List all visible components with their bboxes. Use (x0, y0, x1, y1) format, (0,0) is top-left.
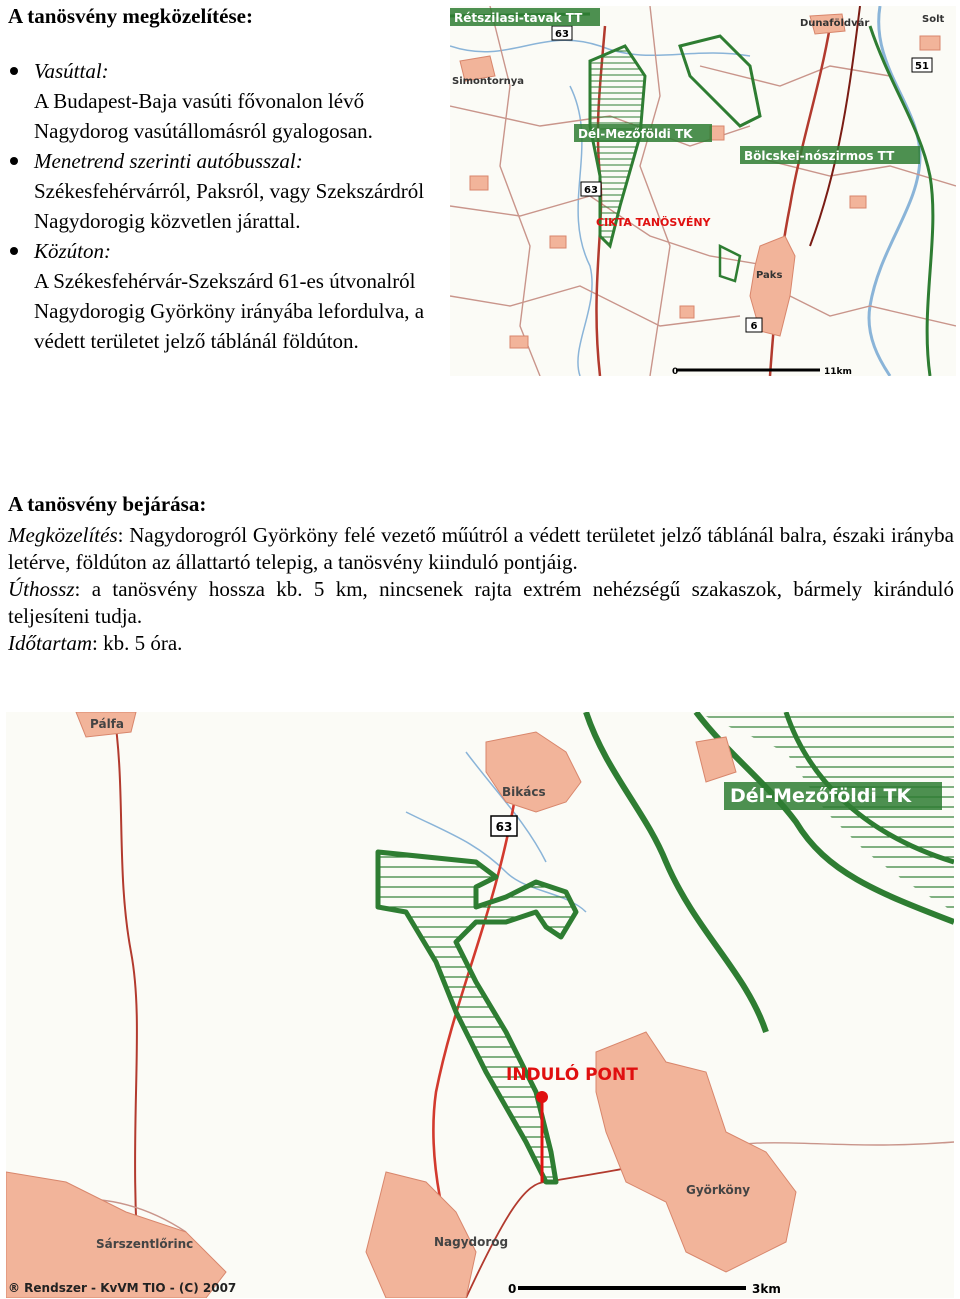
label-sarszentlorinc: Sárszentlőrinc (96, 1237, 194, 1251)
start-point-marker (536, 1091, 548, 1103)
bullet-icon (10, 67, 18, 75)
approach-heading: A tanösvény megközelítése: (8, 4, 253, 28)
svg-text:63: 63 (555, 29, 569, 40)
walk-duration-label: Időtartam (8, 631, 92, 655)
label-del-mezofoldi: Dél-Mezőföldi TK (730, 785, 912, 807)
svg-text:51: 51 (915, 61, 929, 72)
detail-map (6, 712, 954, 1298)
road-shield-63 (552, 26, 572, 40)
label-indulo-pont: INDULÓ PONT (506, 1065, 638, 1085)
label-palfa: Pálfa (90, 717, 125, 731)
walk-approach-label: Megközelítés (8, 523, 118, 547)
map-copyright: ® Rendszer - KvVM TIO - (C) 2007 (8, 1281, 237, 1295)
road-shield-63 (581, 182, 601, 196)
approach-list (8, 56, 428, 356)
svg-text:6: 6 (750, 321, 758, 332)
svg-text:63: 63 (584, 185, 598, 196)
walk-length-paragraph (8, 576, 954, 630)
label-paks: Paks (756, 270, 783, 281)
list-item (8, 146, 428, 236)
label-dunafoldvar: Dunaföldvár (800, 18, 870, 29)
label-bolcskei: Bölcskei-nószirmos TT (744, 149, 895, 163)
list-item (8, 236, 428, 356)
road-shield-63 (491, 816, 517, 836)
label-simontornya: Simontornya (452, 76, 525, 87)
list-item (8, 56, 428, 146)
walk-length-label: Úthossz (8, 577, 75, 601)
walk-approach-text: : Nagydorogról Györköny felé vezető műútról a védett területet jelző táblánál balra, északi irányba letérve, földúton az állattartó telepig, a tanösvény kiinduló pontjáig. (8, 523, 954, 574)
label-nagydorog: Nagydorog (434, 1235, 509, 1249)
walk-heading: A tanösvény bejárása: (8, 492, 207, 516)
scale-start: 0 (672, 367, 679, 376)
road-shield-6 (746, 318, 762, 332)
walk-approach-paragraph (8, 522, 954, 576)
approach-mode: Menetrend szerinti autóbusszal: (34, 149, 303, 173)
label-gyorkony: Györköny (686, 1183, 751, 1197)
label-retszilasi: Rétszilasi-tavak TT (454, 11, 583, 25)
walk-length-text: : a tanösvény hossza kb. 5 km, nincsenek rajta extrém nehézségű szakaszok, bármely kiránduló teljesíteni tudja. (8, 577, 954, 628)
overview-map (450, 6, 956, 376)
walk-duration-text: : kb. 5 óra. (92, 631, 183, 655)
bullet-icon (10, 157, 18, 165)
label-cikta: CIKTA TANÖSVÉNY (596, 216, 711, 229)
approach-text: Székesfehérvárról, Paksról, vagy Szekszárdról Nagydorogig közvetlen járattal. (34, 179, 425, 233)
approach-mode: Vasúttal: (34, 59, 109, 83)
road-shield-51 (912, 58, 932, 72)
approach-text: A Székesfehérvár-Szekszárd 61-es útvonalról Nagydorogig Györköny irányába lefordulva, a védett területet jelző táblánál földúton. (34, 269, 425, 353)
label-bikacs: Bikács (502, 785, 546, 799)
svg-text:63: 63 (495, 820, 513, 834)
scale-start: 0 (508, 1282, 517, 1296)
walk-duration-paragraph (8, 630, 954, 657)
label-del-mezofoldi: Dél-Mezőföldi TK (578, 127, 693, 141)
approach-mode: Közúton: (34, 239, 112, 263)
scale-end: 3km (752, 1282, 781, 1296)
scale-end: 11km (824, 367, 852, 376)
approach-text: A Budapest-Baja vasúti fővonalon lévő Nagydorog vasútállomásról gyalogosan. (34, 89, 373, 143)
label-solt: Solt (922, 14, 945, 25)
bullet-icon (10, 247, 18, 255)
